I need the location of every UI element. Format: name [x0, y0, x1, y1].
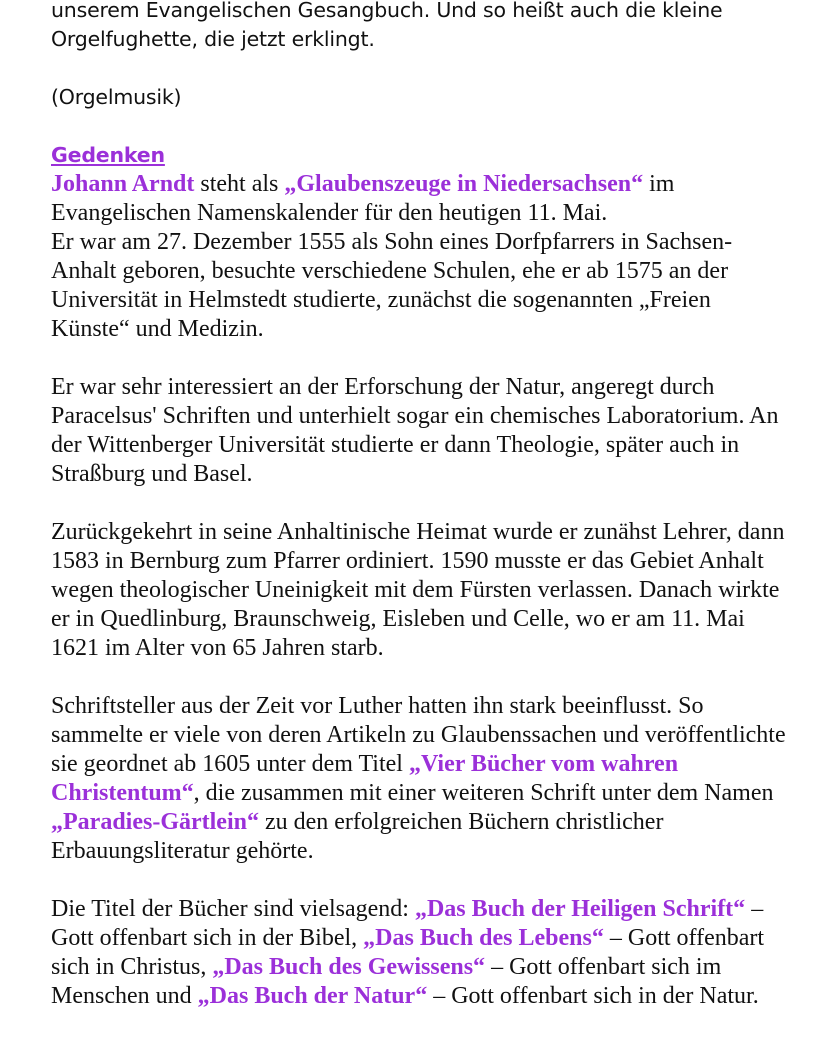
book-title: „Paradies-Gärtlein“: [51, 809, 259, 835]
book-title: „Das Buch der Heiligen Schrift“: [414, 896, 746, 922]
paragraph-text: zu den erfolgreichen Büchern christlicher Erbauungsliteratur gehörte.: [51, 809, 664, 864]
paragraph-biography-career: Zurückgekehrt in seine Anhaltinische Heimat wurde er zunähst Lehrer, dann 1583 in Bernburg zum Pfarrer ordiniert. 1590 musste er das Gebiet Anhalt wegen theologischer Uneinigkeit mit dem Fürsten verlassen. Danach wirkte er in Quedlinburg, Braunschweig, Eisleben und Celle, wo er am 11. Mai 1621 im Alter von 65 Jahren starb.: [51, 519, 785, 661]
paragraph-biography-studies: Er war sehr interessiert an der Erforschung der Natur, angeregt durch Paracelsus' Schriften und unterhielt sogar ein chemisches Laboratorium. An der Wittenberger Universität studierte er dann Theologie, später auch in Straßburg und Basel.: [51, 374, 779, 487]
paragraph-text: steht als: [194, 171, 285, 197]
spacer: [51, 489, 787, 518]
book-title: „Das Buch des Gewissens“: [212, 954, 486, 980]
spacer: [51, 344, 787, 373]
book-title: „Vier Bücher vom wahren Christentum“: [51, 751, 679, 806]
paragraph-text: Schriftsteller aus der Zeit vor Luther hatten ihn stark beeinflusst. So sammelte er viele von deren Artikeln zu Glaubenssachen und veröffentlichte sie geordnet ab 1605 unter dem Titel: [51, 693, 786, 777]
intro-line-1: unserem Evangelischen Gesangbuch. Und so heißt auch die kleine: [51, 0, 723, 22]
book-title: „Das Buch des Lebens“: [363, 925, 604, 951]
paragraph-writings: [51, 692, 787, 866]
person-name: Johann Arndt: [51, 171, 195, 197]
paragraph-text: – Gott offenbart sich in der Bibel,: [51, 896, 764, 951]
book-title: „Das Buch der Natur“: [197, 983, 428, 1009]
paragraph-text: im Evangelischen Namenskalender für den heutigen 11. Mai.: [51, 171, 675, 226]
section-heading-link[interactable]: Gedenken: [51, 143, 165, 167]
paragraph-biography-birth: Er war am 27. Dezember 1555 als Sohn eines Dorfpfarrers in Sachsen-Anhalt geboren, besuchte verschiedene Schulen, ehe er ab 1575 an der Universität in Helmstedt studierte, zunächst die sogenannten „Freien Künste“ und Medizin.: [51, 229, 733, 342]
paragraph-text: – Gott offenbart sich im Menschen und: [51, 954, 722, 1009]
paragraph-text: – Gott offenbart sich in Christus,: [51, 925, 765, 980]
spacer: [51, 112, 787, 141]
document-page: [51, 0, 787, 1011]
paragraph-arndt-intro: [51, 170, 787, 228]
paragraph-text: , die zusammen mit einer weiteren Schrift unter dem Namen: [193, 780, 774, 806]
spacer: [51, 866, 787, 895]
paragraph-text: – Gott offenbart sich in der Natur.: [427, 983, 759, 1009]
music-note: (Orgelmusik): [51, 85, 182, 109]
section-heading[interactable]: [51, 141, 787, 170]
intro-line-2: Orgelfughette, die jetzt erklingt.: [51, 27, 375, 51]
spacer: [51, 663, 787, 692]
paragraph-book-titles: [51, 895, 787, 1011]
spacer: [51, 54, 787, 83]
honorary-title: „Glaubenszeuge in Niedersachsen“: [284, 171, 644, 197]
paragraph-text: Die Titel der Bücher sind vielsagend:: [51, 896, 415, 922]
